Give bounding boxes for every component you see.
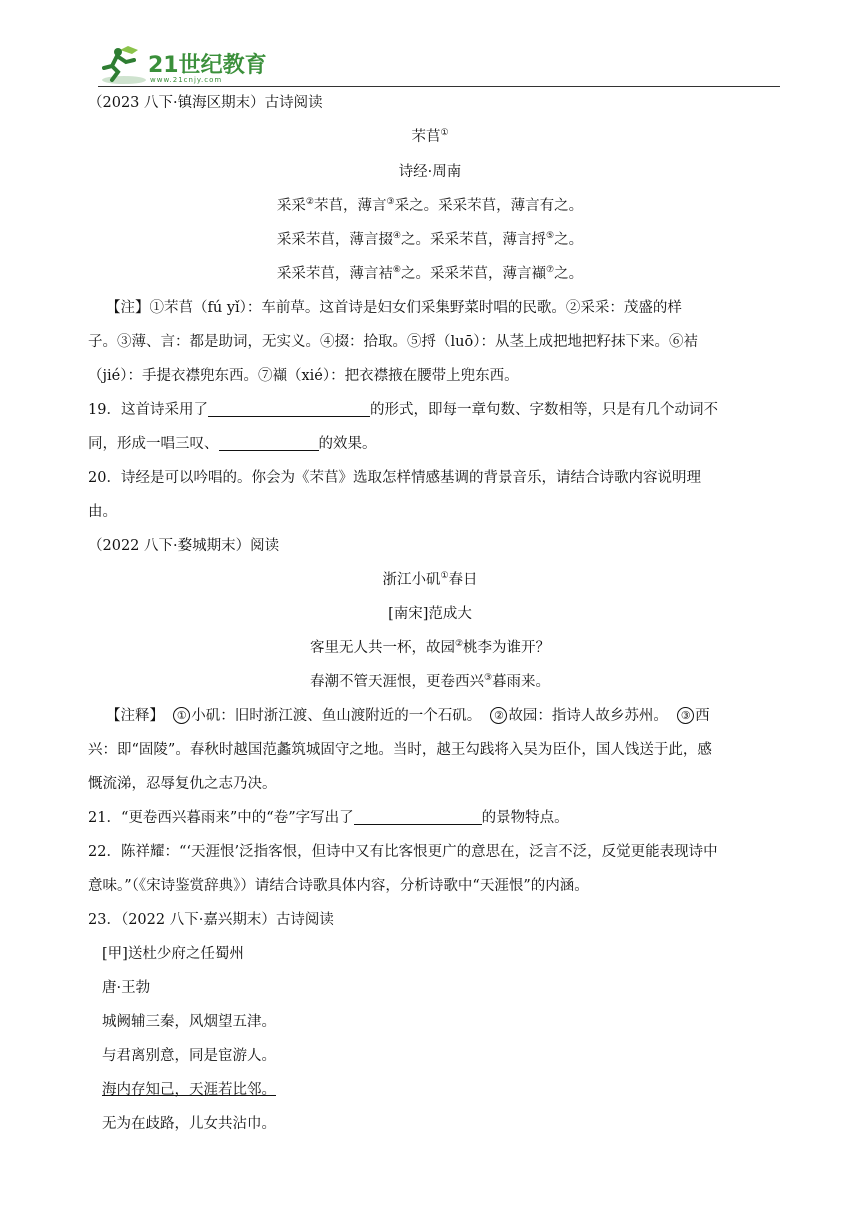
header-divider bbox=[98, 86, 780, 87]
q1-source: （2023 八下·镇海区期末）古诗阅读 bbox=[88, 95, 323, 111]
q2-source: （2022 八下·婺城期末）阅读 bbox=[88, 538, 280, 554]
poem2-line-1: 客里无人共一杯，故园②桃李为谁开？ bbox=[309, 639, 551, 656]
question-22-line-2: 意味。”（《宋诗鉴赏辞典》）请结合诗歌具体内容，分析诗歌中“天涯恨”的内涵。 bbox=[88, 878, 589, 894]
poem1-line-1: 采采②芣苢，薄言③采之。采采芣苢，薄言有之。 bbox=[276, 197, 584, 214]
poem3-line-4: 无为在歧路，儿女共沾巾。 bbox=[102, 1116, 276, 1132]
poem3-line-2: 与君离别意，同是宦游人。 bbox=[102, 1048, 276, 1064]
poem1-line-3: 采采芣苢，薄言袺⑥之。采采芣苢，薄言襭⑦之。 bbox=[276, 265, 584, 282]
answer-blank-19a[interactable] bbox=[208, 401, 370, 417]
poem2-note-line-3: 慨流涕，忍辱复仇之志乃决。 bbox=[88, 776, 277, 792]
poem1-note-line-1: 【注】①芣苢（fú yǐ）：车前草。这首诗是妇女们采集野菜时唱的民歌。②采采：茂盛的样 bbox=[106, 300, 682, 316]
question-23-heading: 23．（2022 八下·嘉兴期末）古诗阅读 bbox=[88, 912, 334, 928]
poem2-line-2: 春潮不管天涯恨，更卷西兴③暮雨来。 bbox=[309, 673, 551, 690]
poem1-author: 诗经·周南 bbox=[398, 164, 462, 180]
poem2-note-line-1: 【注释】 ① 小矶：旧时浙江渡、鱼山渡附近的一个石矶。 ② 故园：指诗人故乡苏州。 ③ 西 bbox=[106, 708, 710, 724]
question-19-line-2: 同，形成一唱三叹、 的效果。 bbox=[88, 436, 377, 452]
poem3-line-3-underlined: 海内存知己，天涯若比邻。 bbox=[102, 1082, 276, 1098]
question-22-line-1: 22．陈祥耀：“‘天涯恨’泛指客恨，但诗中又有比客恨更广的意思在，泛言不泛，反觉更能表现诗中 bbox=[88, 844, 718, 860]
poem2-author: [南宋]范成大 bbox=[388, 606, 472, 622]
logo-url: www.21cnjy.com bbox=[150, 76, 223, 84]
logo-runner-icon bbox=[98, 42, 148, 88]
poem2-title: 浙江小矶①春日 bbox=[382, 571, 478, 588]
poem1-title: 芣苢① bbox=[411, 128, 449, 145]
logo-text: 21世纪教育 bbox=[148, 53, 267, 78]
poem3-line-1: 城阙辅三秦，风烟望五津。 bbox=[102, 1014, 276, 1030]
poem2-note-line-2: 兴：即“固陵”。春秋时越国范蠡筑城固守之地。当时，越王勾践将入吴为臣仆，国人饯送于此，感 bbox=[88, 742, 712, 758]
poem1-line-2: 采采芣苢，薄言掇④之。采采芣苢，薄言捋⑤之。 bbox=[276, 231, 584, 248]
question-20-line-2: 由。 bbox=[88, 504, 117, 520]
poem3-author: 唐·王勃 bbox=[102, 980, 151, 996]
answer-blank-19b[interactable] bbox=[219, 435, 319, 451]
page-header bbox=[98, 38, 780, 88]
question-19-line-1: 19．这首诗采用了 的形式，即每一章句数、字数相等，只是有几个动词不 bbox=[88, 402, 718, 418]
poem1-note-line-2: 子。③薄、言：都是助词，无实义。④掇：拾取。⑤捋（luō）：从茎上成把地把籽抹下来。⑥袺 bbox=[88, 334, 698, 350]
answer-blank-21[interactable] bbox=[354, 809, 482, 825]
question-21: 21．“更卷西兴暮雨来”中的“卷”字写出了 的景物特点。 bbox=[88, 810, 569, 826]
question-20-line-1: 20．诗经是可以吟唱的。你会为《芣苢》选取怎样情感基调的背景音乐，请结合诗歌内容说明理 bbox=[88, 470, 701, 486]
poem1-note-line-3: （jié）：手提衣襟兜东西。⑦襭（xié）：把衣襟掖在腰带上兜东西。 bbox=[88, 368, 519, 384]
poem3-title: [甲]送杜少府之任蜀州 bbox=[102, 946, 244, 962]
